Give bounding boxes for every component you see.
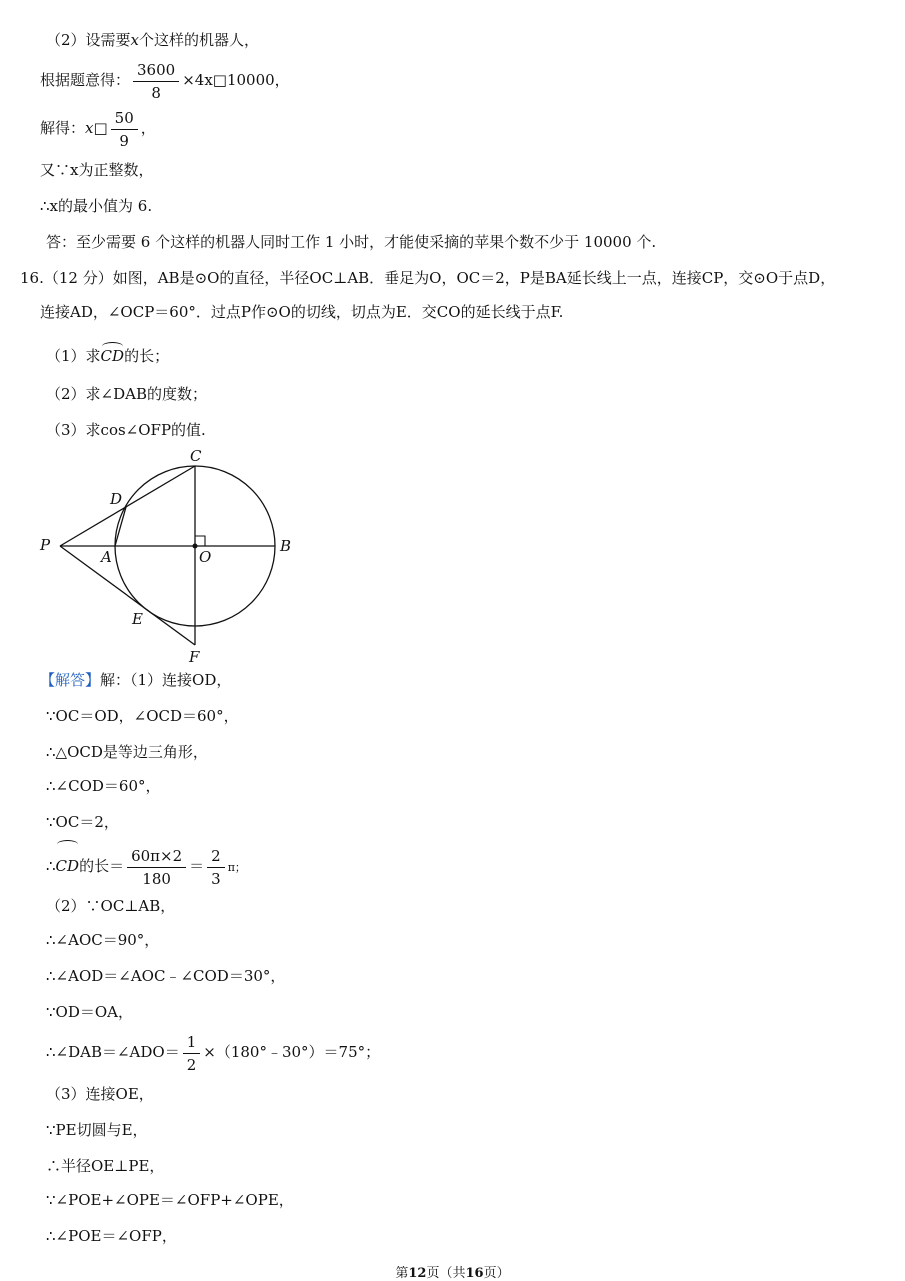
text: 解：（1）连接OD， <box>100 671 232 689</box>
fraction <box>111 107 138 152</box>
text: 解得： <box>40 119 86 137</box>
label-d: D <box>110 490 123 508</box>
denominator: 9 <box>119 131 129 150</box>
denominator: 3 <box>211 869 221 888</box>
answer-line: ∵∠POE+∠OPE＝∠OFP+∠OPE， <box>46 1191 294 1209</box>
label-p: P <box>40 536 51 554</box>
text: ∴∠DAB＝∠ADO＝ <box>46 1043 180 1061</box>
center-point <box>193 544 198 549</box>
label-c: C <box>190 447 202 465</box>
text: （1）求 <box>46 347 101 365</box>
text: 页） <box>483 1266 510 1281</box>
geometry-figure <box>0 440 320 670</box>
answer-line: ∴∠POE＝∠OFP， <box>46 1227 177 1245</box>
answer-line: ∵OC＝2， <box>46 813 119 831</box>
answer-line <box>40 670 231 690</box>
text: ， <box>140 119 156 137</box>
equation-line <box>40 106 156 152</box>
var: x <box>130 31 140 49</box>
fraction <box>127 845 186 890</box>
text-line: ∴x的最小值为 6. <box>40 197 153 215</box>
question-16-text: 连接AD，∠OCP＝60°．过点P作⊙O的切线，切点为E．交CO的延长线于点F. <box>40 303 564 321</box>
answer-tag: 【解答】 <box>40 671 101 689</box>
denominator: 180 <box>142 869 171 888</box>
sub-question-1 <box>46 342 169 366</box>
answer-line: ∴∠COD＝60°， <box>46 777 161 795</box>
denominator: 8 <box>151 83 161 102</box>
denominator: 2 <box>186 1055 197 1074</box>
question-16-text: 16.（12 分）如图，AB是⊙O的直径，半径OC⊥AB．垂足为O，OC＝2，P是BA延长线上一点，连接CP，交⊙O于点D， <box>20 269 836 287</box>
answer-equation <box>46 840 246 890</box>
arc-cd: CD <box>56 840 80 888</box>
numerator: 3600 <box>133 59 179 82</box>
sub-question-2: （2）求∠DAB的度数； <box>46 385 207 403</box>
page-footer <box>0 1262 905 1281</box>
label-e: E <box>132 610 143 628</box>
label-o: O <box>199 548 212 566</box>
answer-line: ∵PE切圆与E， <box>46 1121 148 1139</box>
label-f: F <box>189 648 200 666</box>
text: 的长＝ <box>79 857 125 875</box>
text: ×（180°﹣30°）＝75°； <box>203 1043 381 1061</box>
answer-line: （3）连接OE， <box>46 1085 154 1103</box>
sub-question-3: （3）求cos∠OFP的值. <box>46 421 206 439</box>
numerator: 60π×2 <box>127 845 186 868</box>
answer-line: ∵OD＝OA， <box>46 1003 133 1021</box>
text: ×4x□10000， <box>182 71 290 89</box>
fraction <box>133 59 179 104</box>
text: 个这样的机器人， <box>139 31 260 49</box>
answer-equation <box>46 1030 380 1076</box>
answer-line: ∵OC＝OD，∠OCD＝60°， <box>46 707 239 725</box>
answer-line: ∴半径OE⊥PE， <box>46 1157 165 1175</box>
fraction <box>207 845 225 890</box>
label-b: B <box>280 537 292 555</box>
answer-line: ∴∠AOC＝90°， <box>46 931 160 949</box>
text: 的长； <box>124 347 170 365</box>
text: （2）设需要 <box>46 31 131 49</box>
text: ＝ <box>189 857 205 875</box>
label-a: A <box>101 548 112 566</box>
text: 页（共 <box>426 1266 466 1281</box>
text: 第 <box>395 1266 409 1281</box>
equation-line <box>40 58 290 104</box>
answer-line: （2）∵OC⊥AB， <box>46 897 176 915</box>
fraction <box>183 1031 201 1076</box>
line-pc <box>60 466 195 546</box>
text-line: 答：至少需要 6 个这样的机器人同时工作 1 小时，才能使采摘的苹果个数不少于 10000 个. <box>46 233 657 251</box>
text-line <box>46 30 259 50</box>
numerator: 50 <box>111 107 138 130</box>
total-pages: 16 <box>465 1266 484 1281</box>
line-pf <box>60 546 195 645</box>
var: x□ <box>85 119 108 137</box>
numerator: 1 <box>183 1031 201 1054</box>
page-number: 12 <box>408 1266 427 1281</box>
text-line: 又∵x为正整数， <box>40 161 154 179</box>
answer-line: ∴△OCD是等边三角形， <box>46 743 208 761</box>
text: ∴ <box>46 857 56 875</box>
numerator: 2 <box>207 845 225 868</box>
answer-line: ∴∠AOD＝∠AOC﹣∠COD＝30°， <box>46 967 286 985</box>
text: π； <box>227 861 246 874</box>
text: 根据题意得： <box>40 71 131 89</box>
arc-cd: CD <box>101 342 125 366</box>
